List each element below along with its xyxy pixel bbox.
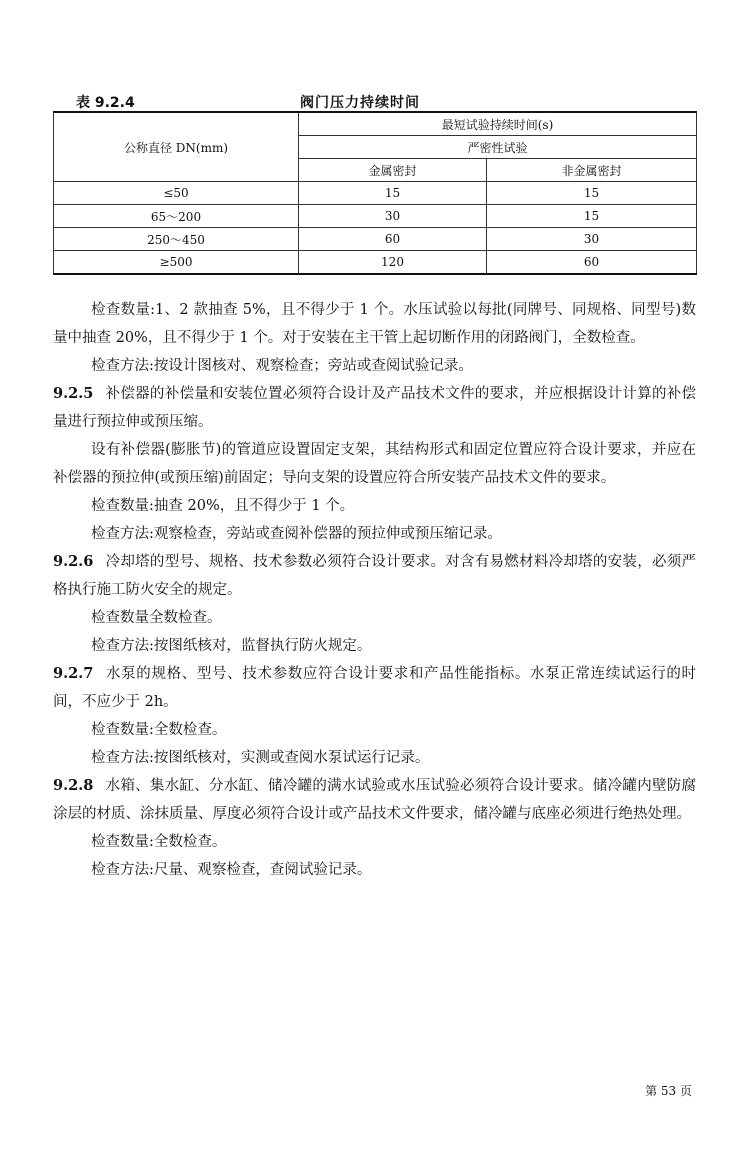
cell-metal: 120 — [299, 251, 487, 275]
page-number: 第 53 页 — [645, 1084, 692, 1098]
paragraph: 检查方法:尺量、观察检查，查阅试验记录。 — [91, 862, 372, 878]
table-title: 阀门压力持续时间 — [300, 95, 420, 111]
cell-dn: 65～200 — [54, 205, 299, 228]
cell-nonmetal: 15 — [487, 182, 697, 205]
paragraph: 检查数量:全数检查。 — [91, 834, 227, 850]
table-row — [54, 228, 697, 251]
paragraph: 检查数量全数检查。 — [91, 610, 222, 626]
clause-9-2-8 — [53, 772, 696, 828]
section-number: 9.2.5 — [53, 385, 94, 402]
table-row — [54, 182, 697, 205]
header-time: 最短试验持续时间(s) — [299, 112, 697, 136]
cell-nonmetal: 15 — [487, 205, 697, 228]
table-number: 表 9.2.4 — [76, 95, 135, 111]
clause-9-2-7 — [53, 660, 696, 716]
paragraph: 检查方法:按图纸核对，监督执行防火规定。 — [91, 638, 372, 654]
clause-9-2-6 — [53, 548, 696, 604]
cell-nonmetal: 60 — [487, 251, 697, 275]
table-caption — [56, 90, 696, 112]
cell-nonmetal: 30 — [487, 228, 697, 251]
paragraph: 检查方法:按设计图核对、观察检查；旁站或查阅试验记录。 — [91, 358, 473, 374]
valve-pressure-table — [53, 111, 697, 275]
section-number: 9.2.8 — [53, 777, 94, 794]
cell-metal: 30 — [299, 205, 487, 228]
cell-metal: 60 — [299, 228, 487, 251]
clause-text: 补偿器的补偿量和安装位置必须符合设计及产品技术文件的要求，并应根据设计计算的补偿量进行预拉伸或预压缩。 — [53, 386, 696, 430]
paragraph: 检查数量:全数检查。 — [91, 722, 227, 738]
body-text — [53, 296, 696, 884]
header-nonmetal: 非金属密封 — [487, 159, 697, 182]
cell-dn: ≥500 — [54, 251, 299, 275]
clause-text: 水箱、集水缸、分水缸、储冷罐的满水试验或水压试验必须符合设计要求。储冷罐内壁防腐涂层的材质、涂抹质量、厚度必须符合设计或产品技术文件要求，储冷罐与底座必须进行绝热处理。 — [53, 778, 696, 822]
paragraph: 检查方法:观察检查，旁站或查阅补偿器的预拉伸或预压缩记录。 — [91, 526, 502, 542]
clause-text: 冷却塔的型号、规格、技术参数必须符合设计要求。对含有易燃材料冷却塔的安装，必须严格执行施工防火安全的规定。 — [53, 554, 696, 598]
clause-text: 水泵的规格、型号、技术参数应符合设计要求和产品性能指标。水泵正常连续试运行的时间，不应少于 2h。 — [53, 666, 696, 710]
header-tightness: 严密性试验 — [299, 136, 697, 159]
paragraph: 检查数量:抽查 20%，且不得少于 1 个。 — [91, 498, 355, 514]
header-dn: 公称直径 DN(mm) — [54, 112, 299, 182]
cell-metal: 15 — [299, 182, 487, 205]
cell-dn: 250～450 — [54, 228, 299, 251]
paragraph: 检查方法:按图纸核对，实测或查阅水泵试运行记录。 — [91, 750, 430, 766]
clause-9-2-5 — [53, 380, 696, 436]
table-row — [54, 205, 697, 228]
paragraph: 设有补偿器(膨胀节)的管道应设置固定支架，其结构形式和固定位置应符合设计要求，并应在补偿器的预拉伸(或预压缩)前固定；导向支架的设置应符合所安装产品技术文件的要求。 — [53, 442, 696, 486]
section-number: 9.2.6 — [53, 553, 94, 570]
section-number: 9.2.7 — [53, 665, 94, 682]
table-row — [54, 251, 697, 275]
header-metal: 金属密封 — [299, 159, 487, 182]
paragraph: 检查数量:1、2 款抽查 5%，且不得少于 1 个。水压试验以每批(同牌号、同规格、同型号)数量中抽查 20%，且不得少于 1 个。对于安装在主干管上起切断作用的闭路阀门，全数检查。 — [53, 302, 696, 346]
cell-dn: ≤50 — [54, 182, 299, 205]
